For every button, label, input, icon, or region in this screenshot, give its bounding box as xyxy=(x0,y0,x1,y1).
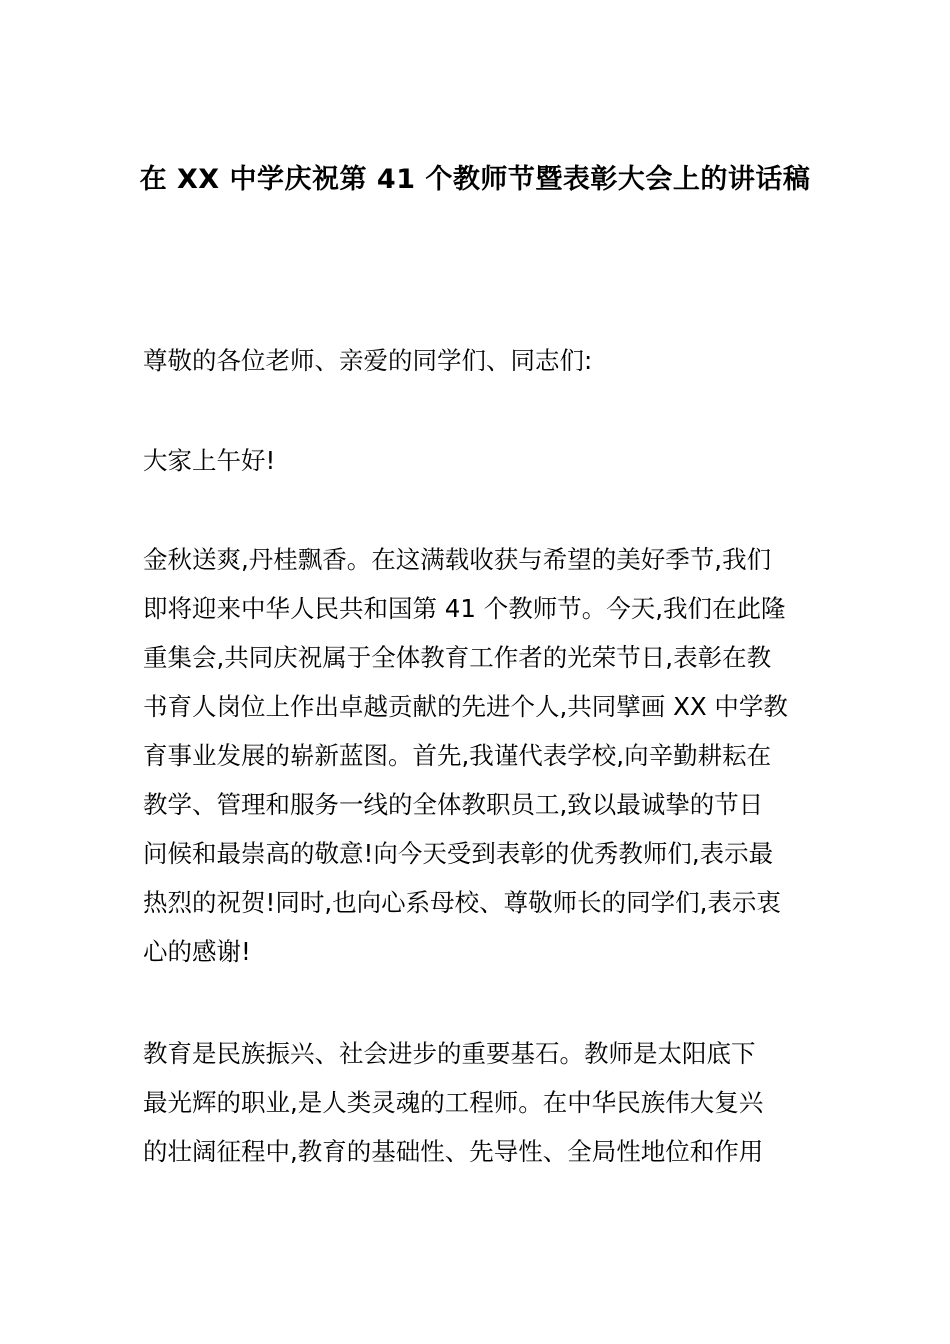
paragraph-line: 问候和最崇高的敬意!向今天受到表彰的优秀教师们,表示最 xyxy=(143,839,774,868)
greeting-line: 大家上午好! xyxy=(143,446,276,475)
paragraph-line: 热烈的祝贺!同时,也向心系母校、尊敬师长的同学们,表示衷 xyxy=(143,888,781,917)
paragraph-line: 心的感谢! xyxy=(143,937,251,966)
paragraph-line: 教学、管理和服务一线的全体教职员工,致以最诚挚的节日 xyxy=(143,790,764,819)
paragraph-1 xyxy=(143,535,813,976)
paragraph-line: 育事业发展的崭新蓝图。首先,我谨代表学校,向辛勤耕耘在 xyxy=(143,741,772,770)
document-title: 在 XX 中学庆祝第 41 个教师节暨表彰大会上的讲话稿 xyxy=(139,164,811,195)
paragraph-2 xyxy=(143,1029,813,1176)
paragraph-line: 书育人岗位上作出卓越贡献的先进个人,共同擘画 XX 中学教 xyxy=(143,692,788,721)
paragraph-line: 教育是民族振兴、社会进步的重要基石。教师是太阳底下 xyxy=(143,1039,756,1068)
paragraph-line: 重集会,共同庆祝属于全体教育工作者的光荣节日,表彰在教 xyxy=(143,643,772,672)
paragraph-line: 即将迎来中华人民共和国第 41 个教师节。今天,我们在此隆 xyxy=(143,594,786,623)
paragraph-line: 最光辉的职业,是人类灵魂的工程师。在中华民族伟大复兴 xyxy=(143,1088,764,1117)
paragraph-line: 的壮阔征程中,教育的基础性、先导性、全局性地位和作用 xyxy=(143,1137,764,1166)
salutation-line: 尊敬的各位老师、亲爱的同学们、同志们: xyxy=(143,346,593,375)
paragraph-line: 金秋送爽,丹桂飘香。在这满载收获与希望的美好季节,我们 xyxy=(143,545,772,574)
